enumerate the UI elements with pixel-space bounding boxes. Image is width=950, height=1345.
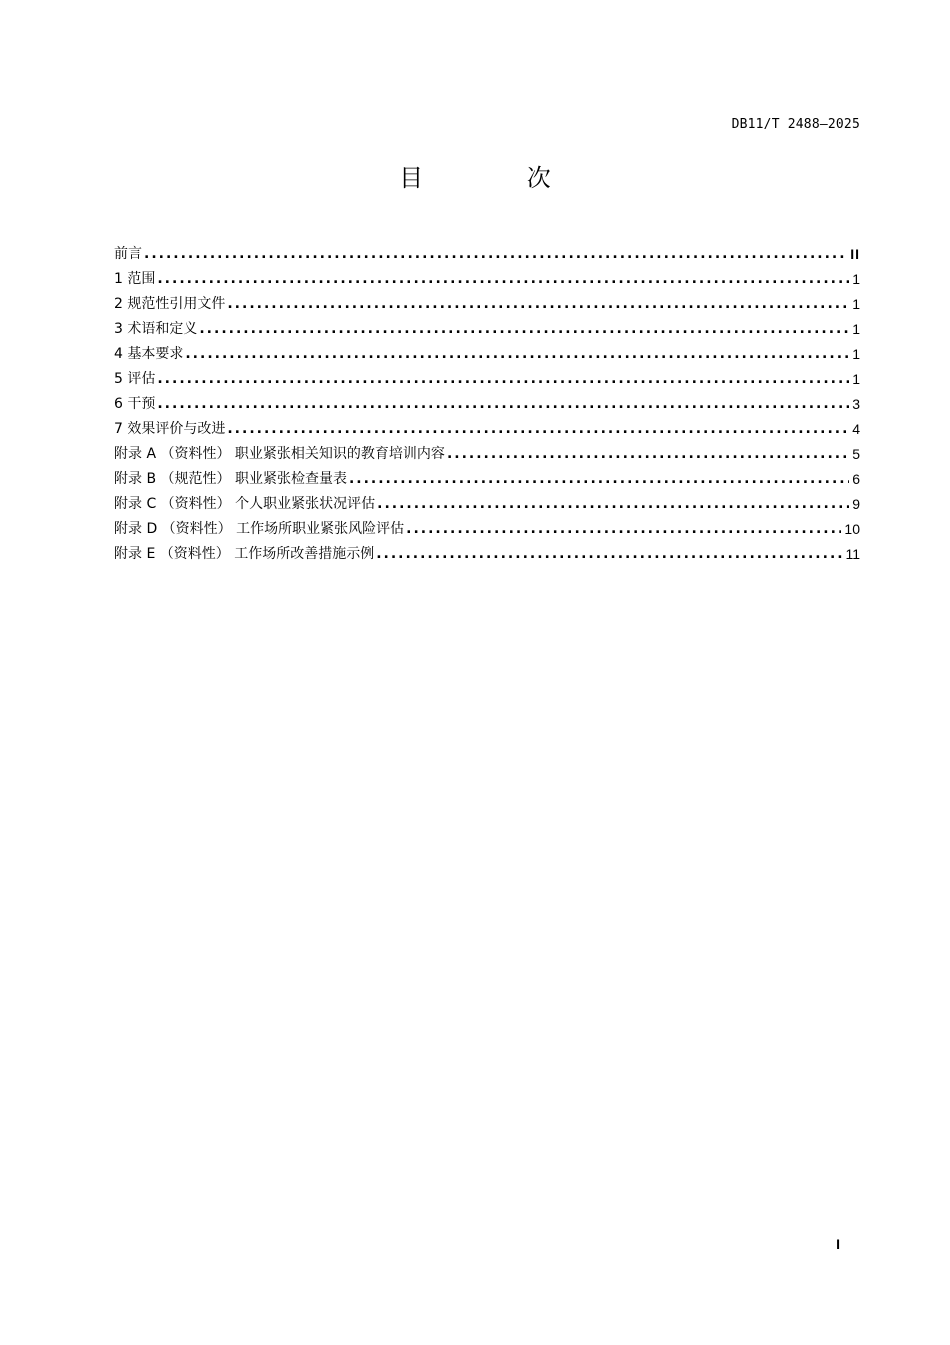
toc-entry-evaluation-improvement[interactable] xyxy=(114,414,860,439)
document-code: DB11/T 2488—2025 xyxy=(731,117,860,132)
toc-entry-label: 5 评估 xyxy=(114,371,156,387)
toc-leader-dots xyxy=(447,444,849,464)
toc-entry-page: 4 xyxy=(852,421,860,437)
toc-entry-page: 3 xyxy=(852,396,860,412)
toc-leader-dots xyxy=(227,419,849,439)
toc-leader-dots xyxy=(157,394,849,414)
toc-entry-page: 10 xyxy=(844,521,860,537)
toc-leader-dots xyxy=(157,369,849,389)
toc-entry-label: 附录 A （资料性） 职业紧张相关知识的教育培训内容 xyxy=(114,446,445,462)
table-of-contents xyxy=(114,239,860,564)
toc-entry-label: 3 术语和定义 xyxy=(114,321,198,337)
toc-leader-dots xyxy=(185,344,849,364)
toc-entry-normative-references[interactable] xyxy=(114,289,860,314)
toc-entry-page: 6 xyxy=(852,471,860,487)
toc-entry-appendix-d[interactable] xyxy=(114,514,860,539)
toc-entry-appendix-c[interactable] xyxy=(114,489,860,514)
toc-entry-scope[interactable] xyxy=(114,264,860,289)
toc-entry-label: 4 基本要求 xyxy=(114,346,184,362)
toc-entry-page: 1 xyxy=(852,321,860,337)
toc-leader-dots xyxy=(349,469,849,489)
toc-entry-page: 1 xyxy=(852,271,860,287)
page-title: 目 次 xyxy=(399,164,599,192)
toc-entry-page: 5 xyxy=(852,446,860,462)
toc-entry-label: 附录 B （规范性） 职业紧张检查量表 xyxy=(114,471,347,487)
toc-leader-dots xyxy=(144,244,847,264)
toc-entry-page: 1 xyxy=(852,346,860,362)
toc-leader-dots xyxy=(376,544,842,564)
toc-entry-appendix-a[interactable] xyxy=(114,439,860,464)
toc-leader-dots xyxy=(227,294,849,314)
toc-entry-page: 11 xyxy=(845,546,860,562)
toc-entry-foreword[interactable] xyxy=(114,239,860,264)
toc-entry-page: II xyxy=(850,246,860,262)
toc-entry-label: 7 效果评价与改进 xyxy=(114,421,226,437)
toc-entry-assessment[interactable] xyxy=(114,364,860,389)
toc-leader-dots xyxy=(406,519,841,539)
toc-entry-label: 附录 E （资料性） 工作场所改善措施示例 xyxy=(114,546,375,562)
toc-entry-appendix-b[interactable] xyxy=(114,464,860,489)
toc-entry-label: 前言 xyxy=(114,246,142,262)
toc-entry-label: 附录 C （资料性） 个人职业紧张状况评估 xyxy=(114,496,376,512)
toc-entry-terms-definitions[interactable] xyxy=(114,314,860,339)
toc-entry-appendix-e[interactable] xyxy=(114,539,860,564)
toc-entry-page: 9 xyxy=(852,496,860,512)
toc-entry-page: 1 xyxy=(852,296,860,312)
toc-entry-intervention[interactable] xyxy=(114,389,860,414)
toc-entry-label: 2 规范性引用文件 xyxy=(114,296,226,312)
toc-leader-dots xyxy=(199,319,849,339)
page-number: I xyxy=(836,1236,840,1252)
toc-entry-page: 1 xyxy=(852,371,860,387)
toc-entry-label: 1 范围 xyxy=(114,271,156,287)
toc-leader-dots xyxy=(157,269,849,289)
toc-entry-label: 6 干预 xyxy=(114,396,156,412)
toc-entry-basic-requirements[interactable] xyxy=(114,339,860,364)
toc-leader-dots xyxy=(377,494,849,514)
toc-entry-label: 附录 D （资料性） 工作场所职业紧张风险评估 xyxy=(114,521,405,537)
